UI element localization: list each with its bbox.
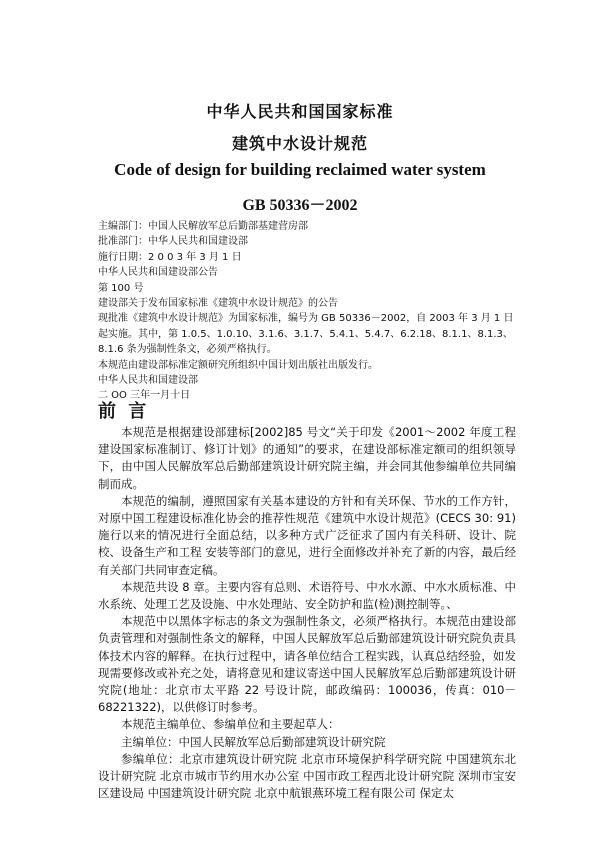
approver-dept: 批准部门：中华人民共和国建设部: [98, 236, 248, 248]
preface-paragraph: 本规范共设 8 章。主要内容有总则、术语符号、中水水源、中水水质标准、中水系统、处理工艺及设施、中水处理站、安全防护和监(检)测控制等。、: [98, 579, 516, 612]
publishing-note: 本规范由建设部标准定额研究所组织中国计划出版社出版发行。: [98, 359, 378, 371]
signature: 中华人民共和国建设部: [98, 375, 198, 387]
announcement-body: 现批准《建筑中水设计规范》为国家标准，编号为 GB 50336－2002，自 2003 年 3 月 1 日起实施。其中，第 1.0.5、1.0.10、3.1.6、3.1.7、5.4.1、5.4.7、6.2.18、8.1.1、8.1.3、8.1.6 条为强制性条文，必须严格执行。: [98, 313, 514, 356]
standard-code: GB 50336－2002: [242, 197, 358, 214]
publication-info: [98, 219, 518, 404]
preface-paragraph: 主编单位：中国人民解放军总后勤部建筑设计研究院: [121, 734, 386, 749]
announcement-title: 建设部关于发布国家标准《建筑中水设计规范》的公告: [98, 298, 338, 310]
sign-date: 二 OO 三年一月十日: [98, 390, 191, 402]
ministry-announcement: 中华人民共和国建设部公告: [98, 267, 218, 279]
preface-paragraph: 本规范中以黑体字标志的条文为强制性条文，必须严格执行。本规范由建设部负责管理和对强制性条文的解释，中国人民解放军总后勤部建筑设计研究院负责具体技术内容的解释。在执行过程中，请各单位结合工程实践，认真总结经验，如发现需要修改或补充之处，请将意见和建议寄送中国人民解放军总后勤部建筑设计研究院(地址：北京市太平路 22 号设计院，邮政编码：100036，传真：010－68221322)，以供修订时参考。: [98, 614, 516, 715]
preface-paragraph: 本规范主编单位、参编单位和主要起草人：: [121, 717, 340, 732]
preface-paragraph: 本规范的编制，遵照国家有关基本建设的方针和有关环保、节水的工作方针，对原中国工程建设标准化协会的推荐性规范《建筑中水设计规范》(CECS 30: 91) 施行以来的情况进行全面总结，以多种方式广泛征求了国内有关科研、设计、院校、设备生产和工程 安装等部门的意见，进行全面修改并补充了新的内容，最后经有关部门共同审查定稿。: [98, 493, 516, 577]
chinese-title: 建筑中水设计规范: [231, 134, 368, 153]
announcement-number: 第 100 号: [98, 282, 144, 294]
standard-category-title: 中华人民共和国国家标准: [206, 102, 394, 121]
preface-paragraph: 本规范是根据建设部建标[2002]85 号文“关于印发《2001～2002 年度工程建设国家标准制订、修订计划》的通知”的要求，在建设部标准定额司的组织领导下，由中国人民解放军总后勤部建筑设计研究院主编，并会同其他参编单位共同编制而成。: [98, 425, 516, 491]
english-title: Code of design for building reclaimed water system: [114, 160, 486, 179]
editor-dept: 主编部门：中国人民解放军总后勤部基建营房部: [98, 221, 308, 232]
preface-body: [98, 424, 516, 802]
preface-heading: 前 言: [98, 401, 150, 422]
effective-date: 施行日期：2 0 0 3 年 3 月 1 日: [98, 251, 242, 263]
preface-paragraph: 参编单位：北京市建筑设计研究院 北京市环境保护科学研究院 中国建筑东北设计研究院 北京市城市节约用水办公室 中国市政工程西北设计研究院 深圳市宝安区建设局 中国建筑设计研究院 北京中航银燕环境工程有限公司 保定太: [98, 751, 516, 801]
